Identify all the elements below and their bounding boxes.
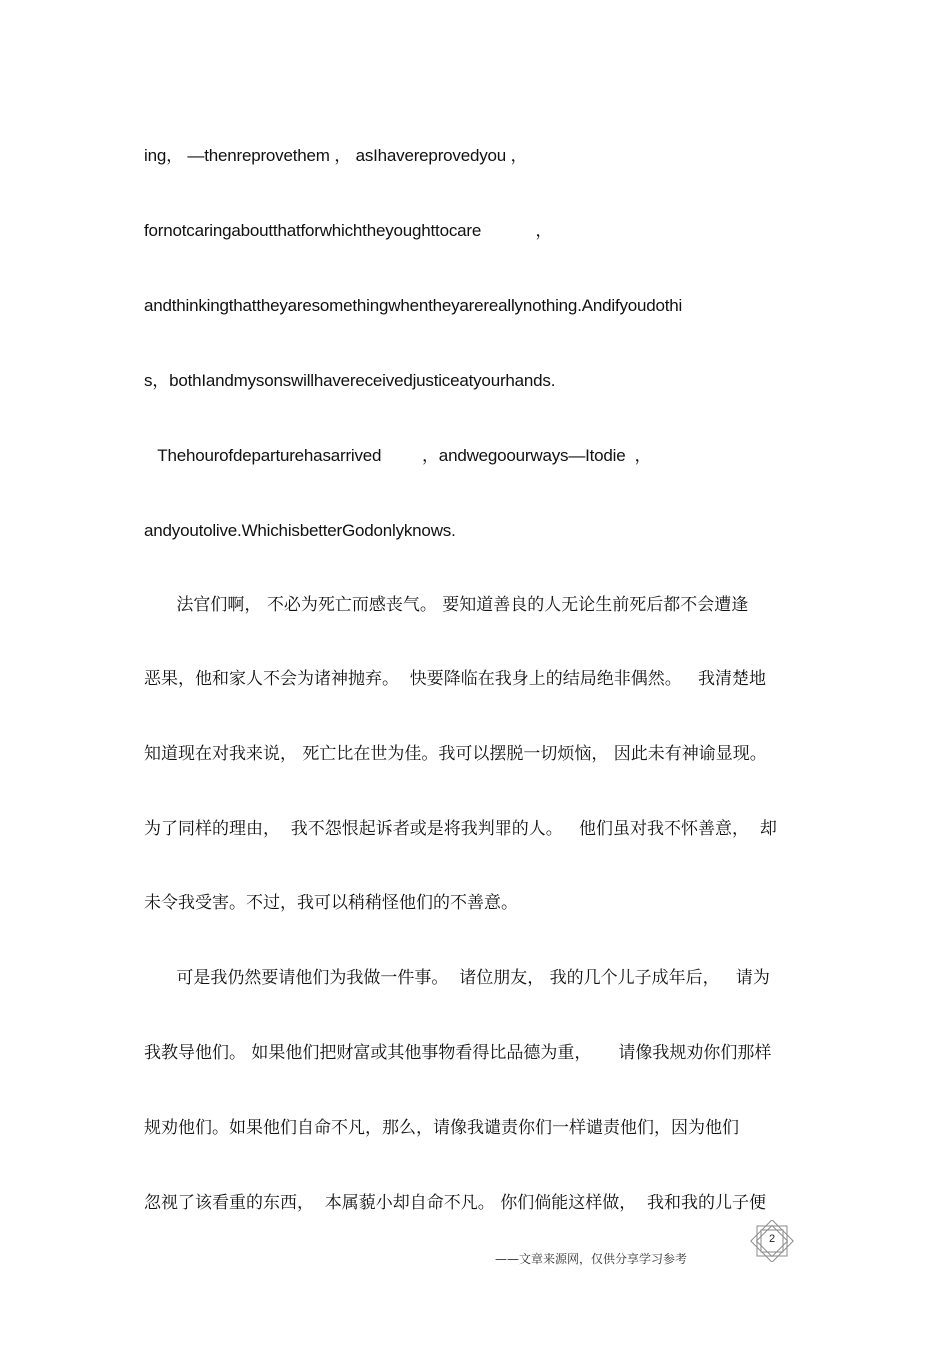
footer-source-note: ——文章来源网，仅供分享学习参考 (495, 1252, 688, 1266)
text-line: Thehourofdeparturehasarrived ，andwegoourways—Itodie ， (144, 446, 652, 465)
text-line: ing， —thenreprovethem ， asIhavereprovedyou ， (144, 146, 528, 165)
text-line: 忽视了该看重的东西， 本属藐小却自命不凡。 你们倘能这样做， 我和我的儿子便 (144, 1193, 767, 1213)
text-line: 恶果，他和家人不会为诸神抛弃。 快要降临在我身上的结局绝非偶然。 我清楚地 (144, 669, 767, 689)
text-line: s，bothIandmysonswillhavereceivedjusticeatyourhands. (144, 371, 556, 390)
text-line: andyoutolive.WhichisbetterGodonlyknows. (144, 521, 456, 540)
text-line: fornotcaringaboutthatforwhichtheyoughttocare ， (144, 221, 553, 240)
text-line: andthinkingthattheyaresomethingwhentheyarereallynothing.Andifyoudothi (144, 296, 683, 315)
text-line: 我教导他们。 如果他们把财富或其他事物看得比品德为重， 请像我规劝你们那样 (144, 1043, 772, 1063)
text-line: 未令我受害。不过，我可以稍稍怪他们的不善意。 (144, 893, 518, 913)
text-line: 可是我仍然要请他们为我做一件事。 诸位朋友， 我的几个儿子成年后， 请为 (144, 968, 770, 988)
text-line: 规劝他们。如果他们自命不凡，那么，请像我谴责你们一样谴责他们，因为他们 (144, 1118, 739, 1138)
text-line: 法官们啊， 不必为死亡而感丧气。 要知道善良的人无论生前死后都不会遭逢 (144, 595, 749, 615)
page-number: 2 (768, 1233, 776, 1245)
text-line: 为了同样的理由， 我不怨恨起诉者或是将我判罪的人。 他们虽对我不怀善意， 却 (144, 819, 777, 839)
text-line: 知道现在对我来说， 死亡比在世为佳。我可以摆脱一切烦恼， 因此未有神谕显现。 (144, 744, 767, 764)
